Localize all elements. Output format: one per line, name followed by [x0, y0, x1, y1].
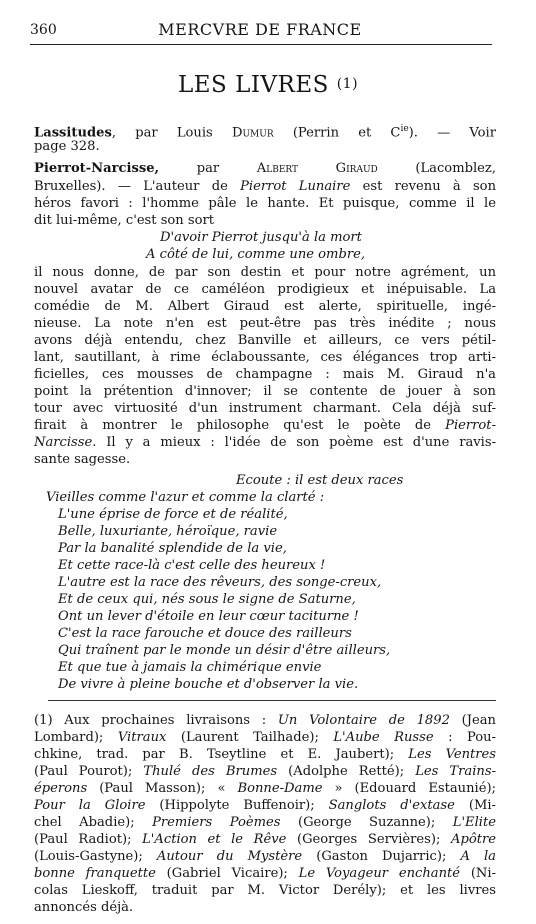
footnote-text: (George Suzanne);: [280, 815, 453, 830]
entry-pierrot-line-4: dit lui-même, c'est son sort: [34, 213, 215, 228]
footnote-book-title: Le Voyageur enchanté: [298, 866, 461, 881]
entry-pierrot-line-9: avons déjà entendu, chez Banville et ailleurs, ce vers pétil-: [34, 333, 496, 348]
entry-pierrot-line-2: [34, 178, 496, 196]
footnote-line-2: [34, 729, 496, 747]
verse-line: Et que tue à jamais la chimérique envie: [58, 660, 322, 675]
footnote-book-title: Les Ventres: [408, 747, 496, 762]
entry-pierrot-line-5: il nous donne, de par son destin et pour notre agrément, un: [34, 265, 496, 280]
footnote-text: (Hippolyte Buffenoir);: [145, 798, 329, 813]
entry-author: Dumur: [231, 125, 274, 141]
verse-line: Vieilles comme l'azur et comme la clarté :: [46, 490, 325, 505]
footnote-text: (Mi-: [454, 798, 496, 813]
footnote-line-3: [34, 746, 496, 764]
footnote-text: (Paul Radiot);: [34, 832, 143, 847]
footnote-text: (Georges Servières);: [286, 832, 451, 847]
page-number: 360: [30, 22, 57, 38]
entry-text: (Perrin et C: [273, 125, 401, 141]
verse-line: Et de ceux qui, nés sous le signe de Saturne,: [58, 592, 356, 607]
entry-text: , par Louis: [111, 125, 232, 141]
entry-text: Bruxelles). — L'auteur de: [34, 179, 241, 194]
footnote-text: : Pou-: [433, 730, 496, 745]
section-title: [0, 72, 536, 98]
entry-pierrot-line-15: [34, 434, 496, 452]
header-rule: [30, 44, 492, 45]
footnote-line-11: colas Lieskoff, traduit par M. Victor Derély); et les livres: [34, 883, 496, 898]
footnote-rule: [48, 700, 496, 701]
footnote-line-6: [34, 797, 496, 815]
footnote-book-title: L'Action et le Rêve: [142, 832, 287, 847]
entry-pierrot-line-12: point la prétention d'innover; il se contente de jouer à son: [34, 384, 496, 399]
footnote-book-title: L'Elite: [452, 815, 496, 830]
entry-author: Albert Giraud: [256, 161, 378, 176]
footnote-line-10: [34, 865, 496, 883]
footnote-book-title: bonne franquette: [34, 866, 156, 881]
running-head: [30, 20, 490, 42]
footnote-book-title: Vitraux: [117, 730, 167, 745]
footnote-text: chel Abadie);: [34, 815, 153, 830]
footnote-line-7: [34, 814, 496, 832]
entry-book-title: Narcisse: [34, 435, 93, 450]
footnote-text: (Ni-: [460, 866, 496, 881]
entry-pierrot-line-14: [34, 417, 496, 435]
entry-text: (Lacomblez,: [377, 161, 496, 176]
journal-title: MERCVRE DE FRANCE: [158, 20, 362, 39]
footnote-book-title: éperons: [34, 781, 88, 796]
entry-text: firait à montrer le philosophe qu'est le poète de: [34, 418, 446, 433]
footnote-book-title: Thulé des Brumes: [143, 764, 278, 779]
entry-pierrot-line-7: comédie de M. Albert Giraud est alerte, spirituelle, ingé-: [34, 299, 496, 314]
entry-lassitudes-line-1: [34, 120, 497, 141]
footnote-book-title: Autour du Mystère: [156, 849, 303, 864]
footnote-text: (Laurent Tailhade);: [166, 730, 334, 745]
entry-title: Pierrot-Narcisse,: [34, 161, 160, 176]
verse-line: L'une éprise de force et de réalité,: [58, 507, 288, 522]
footnote-text: (Paul Masson); «: [87, 781, 238, 796]
footnote-line-1: [34, 712, 496, 730]
verse-line: Ecoute : il est deux races: [236, 473, 404, 488]
entry-book-title: Pierrot Lunaire: [240, 179, 351, 194]
inline-quote-2: A côté de lui, comme une ombre,: [146, 247, 366, 262]
footnote-text: Lombard);: [34, 730, 118, 745]
entry-text: ). — Voir: [408, 125, 497, 141]
footnote-book-title: Premiers Poèmes: [152, 815, 281, 830]
footnote-book-title: Un Volontaire de 1892: [277, 713, 450, 728]
verse-line: De vivre à pleine bouche et d'observer la vie.: [58, 677, 359, 692]
section-title-text: LES LIVRES: [177, 72, 329, 98]
footnote-text: (Paul Pourot);: [34, 764, 144, 779]
entry-pierrot-line-13: tour avec virtuosité d'un instrument charmant. Cela déjà suf-: [34, 401, 496, 416]
footnote-line-4: [34, 763, 496, 781]
entry-text: est revenu à son: [350, 179, 497, 194]
footnote-book-title: Bonne-Dame: [237, 781, 323, 796]
entry-pierrot-line-10: lant, sautillant, à rime éclaboussante, ces élégances trop arti-: [34, 350, 496, 365]
footnote-book-title: Sanglots d'extase: [328, 798, 455, 813]
footnote-book-title: L'Aube Russe: [333, 730, 434, 745]
entry-book-title: Pierrot-: [445, 418, 496, 433]
verse-line: Par la banalité splendide de la vie,: [58, 541, 287, 556]
entry-pierrot-line-8: nieuse. La note n'en est peut-être pas très inédite ; nous: [34, 316, 496, 331]
footnote-text: (Adolphe Retté);: [277, 764, 416, 779]
entry-pierrot-line-6: nouvel avatar de ce caméléon prodigieux et inépuisable. La: [34, 282, 496, 297]
footnote-text: chkine, trad. par B. Tseytline et E. Jaubert);: [34, 747, 409, 762]
footnote-mark: (1): [336, 76, 359, 92]
verse-line: Qui traînent par le monde un désir d'être ailleurs,: [58, 643, 391, 658]
verse-line: Ont un lever d'étoile en leur cœur taciturne !: [58, 609, 359, 624]
verse-line: L'autre est la race des rêveurs, des songe-creux,: [58, 575, 382, 590]
footnote-book-title: A la: [460, 849, 496, 864]
verse-line: C'est la race farouche et douce des railleurs: [58, 626, 352, 641]
verse-line: Belle, luxuriante, héroïque, ravie: [58, 524, 278, 539]
entry-sup: ie: [400, 124, 409, 134]
entry-pierrot-line-16: sante sagesse.: [34, 452, 131, 467]
footnote-line-9: [34, 848, 496, 866]
entry-pierrot-line-11: ficielles, ces mousses de champagne : mais M. Giraud n'a: [34, 367, 496, 382]
footnote-book-title: Apôtre: [451, 832, 496, 847]
footnote-line-12: annoncés déjà.: [34, 900, 134, 915]
entry-lassitudes-line-2: page 328.: [34, 139, 100, 154]
footnote-book-title: Pour la Gloire: [34, 798, 146, 813]
footnote-text: (Gaston Dujarric);: [302, 849, 461, 864]
footnote-text: (Jean: [449, 713, 496, 728]
inline-quote-1: D'avoir Pierrot jusqu'à la mort: [160, 230, 362, 245]
entry-text: . Il y a mieux : l'idée de son poème est d'une ravis-: [92, 435, 496, 450]
footnote-line-8: [34, 831, 496, 849]
footnote-text: » (Edouard Estaunié);: [322, 781, 496, 796]
entry-pierrot-line-3: héros favori : l'homme pâle le hante. Et puisque, comme il le: [34, 196, 496, 211]
footnote-book-title: Les Trains-: [415, 764, 496, 779]
verse-line: Et cette race-là c'est celle des heureux !: [58, 558, 326, 573]
footnote-text: (1) Aux prochaines livraisons :: [34, 713, 278, 728]
entry-text: par: [159, 161, 257, 176]
entry-title: Lassitudes: [34, 125, 112, 141]
footnote-line-5: [34, 780, 496, 798]
footnote-text: (Louis-Gastyne);: [34, 849, 157, 864]
footnote-text: (Gabriel Vicaire);: [155, 866, 299, 881]
entry-pierrot-line-1: [34, 160, 496, 178]
